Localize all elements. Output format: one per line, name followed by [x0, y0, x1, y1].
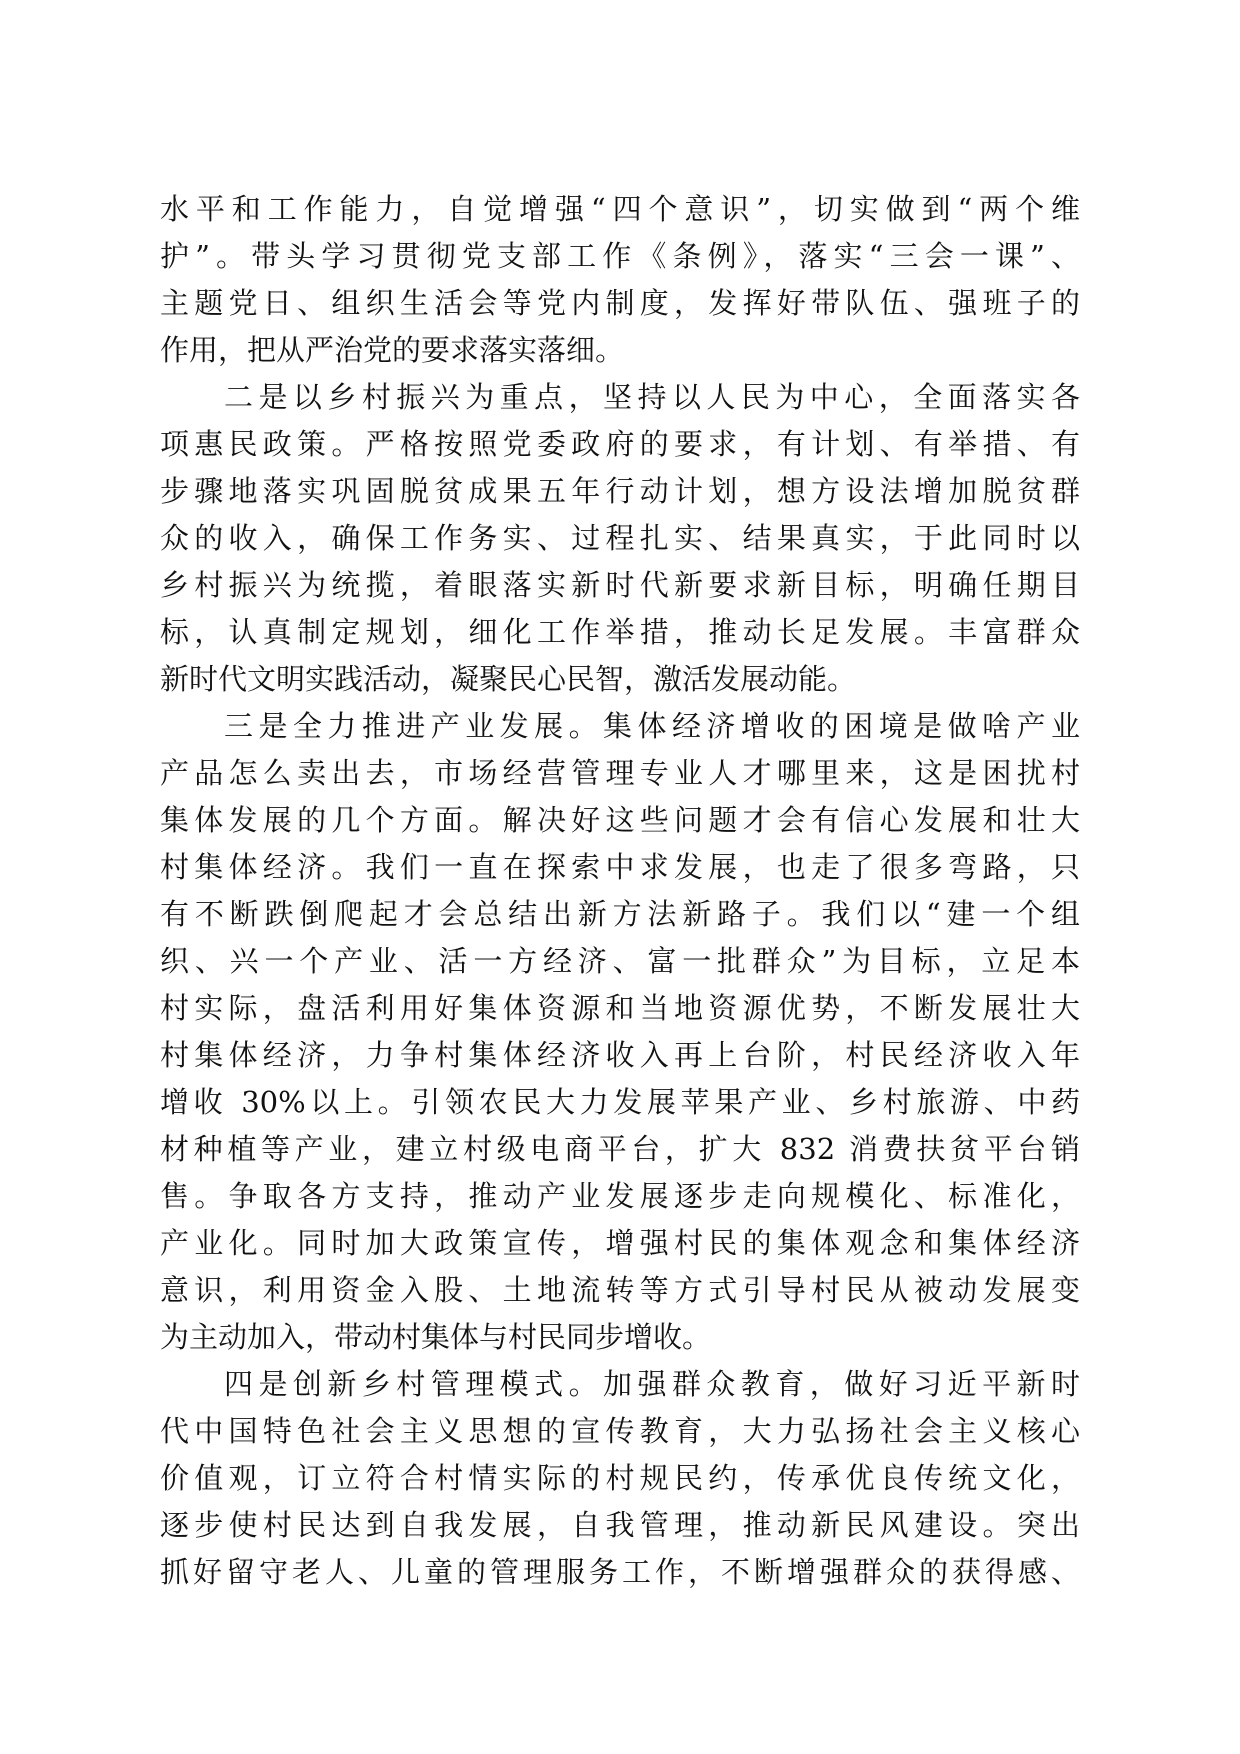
text-line: 增收 30%以上。引领农民大力发展苹果产业、乡村旅游、中药 [160, 1085, 1080, 1119]
document-body [160, 186, 1080, 1596]
text-line: 材种植等产业，建立村级电商平台，扩大 832 消费扶贫平台销 [160, 1132, 1080, 1166]
text-line: 价值观，订立符合村情实际的村规民约，传承优良传统文化， [160, 1461, 1080, 1495]
paragraph [160, 703, 1080, 1361]
text-line: 逐步使村民达到自我发展，自我管理，推动新民风建设。突出 [160, 1508, 1080, 1542]
paragraph [160, 1361, 1080, 1596]
text-line: 乡村振兴为统揽，着眼落实新时代新要求新目标，明确任期目 [160, 568, 1080, 602]
text-line: 护”。带头学习贯彻党支部工作《条例》，落实“三会一课”、 [160, 239, 1080, 273]
text-line: 三是全力推进产业发展。集体经济增收的困境是做啥产业 [224, 709, 1080, 743]
text-line: 集体发展的几个方面。解决好这些问题才会有信心发展和壮大 [160, 803, 1080, 837]
text-line: 项惠民政策。严格按照党委政府的要求，有计划、有举措、有 [160, 427, 1080, 461]
text-line: 产品怎么卖出去，市场经营管理专业人才哪里来，这是困扰村 [160, 756, 1080, 790]
text-line: 产业化。同时加大政策宣传，增强村民的集体观念和集体经济 [160, 1226, 1080, 1260]
text-line: 步骤地落实巩固脱贫成果五年行动计划，想方设法增加脱贫群 [160, 474, 1080, 508]
text-line: 众的收入，确保工作务实、过程扎实、结果真实，于此同时以 [160, 521, 1080, 555]
text-line: 主题党日、组织生活会等党内制度，发挥好带队伍、强班子的 [160, 286, 1080, 320]
text-line: 为主动加入，带动村集体与村民同步增收。 [160, 1320, 712, 1354]
text-line: 四是创新乡村管理模式。加强群众教育，做好习近平新时 [224, 1367, 1080, 1401]
text-line: 作用，把从严治党的要求落实落细。 [160, 333, 625, 367]
paragraph [160, 186, 1080, 374]
text-line: 抓好留守老人、儿童的管理服务工作，不断增强群众的获得感、 [160, 1555, 1080, 1589]
text-line: 新时代文明实践活动，凝聚民心民智，激活发展动能。 [160, 662, 857, 696]
text-line: 意识，利用资金入股、土地流转等方式引导村民从被动发展变 [160, 1273, 1080, 1307]
text-line: 水平和工作能力，自觉增强“四个意识”，切实做到“两个维 [160, 192, 1080, 226]
text-line: 代中国特色社会主义思想的宣传教育，大力弘扬社会主义核心 [160, 1414, 1080, 1448]
text-line: 售。争取各方支持，推动产业发展逐步走向规模化、标准化， [160, 1179, 1080, 1213]
text-line: 有不断跌倒爬起才会总结出新方法新路子。我们以“建一个组 [160, 897, 1080, 931]
text-line: 织、兴一个产业、活一方经济、富一批群众”为目标，立足本 [160, 944, 1080, 978]
text-line: 村集体经济。我们一直在探索中求发展，也走了很多弯路，只 [160, 850, 1080, 884]
text-line: 村实际，盘活利用好集体资源和当地资源优势，不断发展壮大 [160, 991, 1080, 1025]
paragraph [160, 374, 1080, 703]
text-line: 标，认真制定规划，细化工作举措，推动长足发展。丰富群众 [160, 615, 1080, 649]
text-line: 二是以乡村振兴为重点，坚持以人民为中心，全面落实各 [224, 380, 1080, 414]
text-line: 村集体经济，力争村集体经济收入再上台阶，村民经济收入年 [160, 1038, 1080, 1072]
